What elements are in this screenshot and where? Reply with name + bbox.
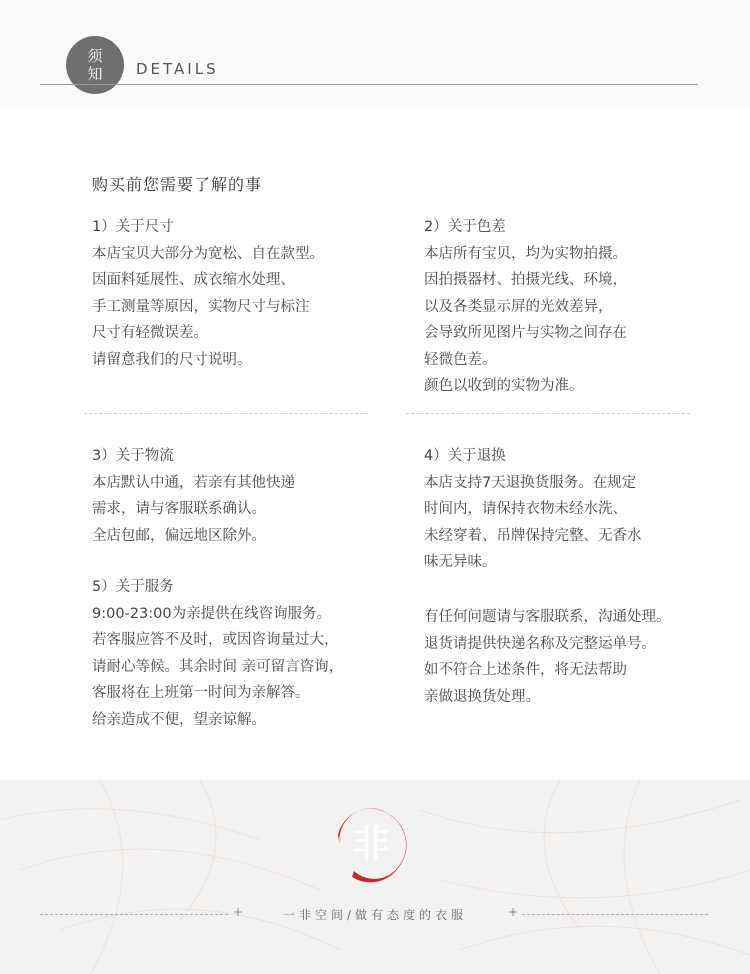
brand-seal xyxy=(330,805,410,885)
contact-line: 有任何问题请与客服联系，沟通处理。 xyxy=(424,609,671,625)
section-service-line: 请耐心等候。其余时间 亲可留言咨询， xyxy=(92,658,344,675)
section-logistics-line: 全店包邮，偏远地区除外。 xyxy=(92,527,266,544)
seal-character: 非 xyxy=(351,822,391,866)
contact-line: 亲做退换货处理。 xyxy=(424,688,540,705)
section-size-line: 本店宝贝大部分为宽松、自在款型。 xyxy=(92,245,324,262)
notice-badge-char-2: 知 xyxy=(87,65,103,83)
footer-dash-right xyxy=(522,914,708,915)
section-divider-right xyxy=(406,413,690,414)
section-logistics xyxy=(92,443,295,549)
section-service-line: 给亲造成不便，望亲谅解。 xyxy=(92,711,266,728)
section-service-line: 9:00-23:00为亲提供在线咨询服务。 xyxy=(92,605,332,622)
section-returns xyxy=(424,443,642,576)
section-size-heading: 1）关于尺寸 xyxy=(92,219,174,235)
section-size-line: 手工测量等原因，实物尺寸与标注 xyxy=(92,298,310,315)
intro-heading: 购买前您需要了解的事 xyxy=(92,175,263,194)
notice-badge-char-1: 须 xyxy=(87,47,103,65)
footer-dash-left xyxy=(40,914,228,915)
section-color-line: 会导致所见图片与实物之间存在 xyxy=(424,325,627,341)
section-logistics-line: 需求，请与客服联系确认。 xyxy=(92,501,266,517)
section-service-heading: 5）关于服务 xyxy=(92,579,174,595)
contact-notes xyxy=(424,604,671,710)
notice-badge xyxy=(66,36,124,94)
section-service-line: 客服将在上班第一时间为亲解答。 xyxy=(92,685,310,701)
section-color-line: 因拍摄器材、拍摄光线、环境， xyxy=(424,272,627,288)
footer-plus-right: + xyxy=(508,905,519,919)
section-color-line: 本店所有宝贝，均为实物拍摄。 xyxy=(424,245,627,262)
header-divider xyxy=(40,84,698,85)
section-color-line: 以及各类显示屏的光效差异， xyxy=(424,298,613,315)
section-divider-left xyxy=(84,413,368,414)
section-returns-line: 时间内，请保持衣物未经水洗、 xyxy=(424,501,627,517)
section-size-line: 请留意我们的尺寸说明。 xyxy=(92,351,252,368)
section-returns-heading: 4）关于退换 xyxy=(424,448,506,464)
details-title: DETAILS xyxy=(136,60,219,78)
section-logistics-heading: 3）关于物流 xyxy=(92,448,174,464)
section-size xyxy=(92,214,324,373)
section-size-line: 尺寸有轻微误差。 xyxy=(92,325,208,341)
section-returns-line: 本店支持7天退换货服务。在规定 xyxy=(424,474,637,491)
section-logistics-line: 本店默认中通，若亲有其他快递 xyxy=(92,474,295,491)
section-size-line: 因面料延展性、成衣缩水处理、 xyxy=(92,272,295,288)
section-color-line: 颜色以收到的实物为准。 xyxy=(424,378,584,394)
footer-plus-left: + xyxy=(233,905,244,919)
section-service xyxy=(92,574,343,733)
section-returns-line: 味无异味。 xyxy=(424,554,497,570)
section-returns-line: 未经穿着、吊牌保持完整、无香水 xyxy=(424,527,642,544)
section-color xyxy=(424,214,627,400)
footer-tagline: 一非空间/做有态度的衣服 xyxy=(282,908,468,922)
section-service-line: 若客服应答不及时，或因咨询量过大， xyxy=(92,632,339,648)
contact-line: 退货请提供快递名称及完整运单号。 xyxy=(424,635,656,652)
section-color-line: 轻微色差。 xyxy=(424,351,497,368)
section-color-heading: 2）关于色差 xyxy=(424,219,506,235)
contact-line: 如不符合上述条件，将无法帮助 xyxy=(424,662,627,678)
